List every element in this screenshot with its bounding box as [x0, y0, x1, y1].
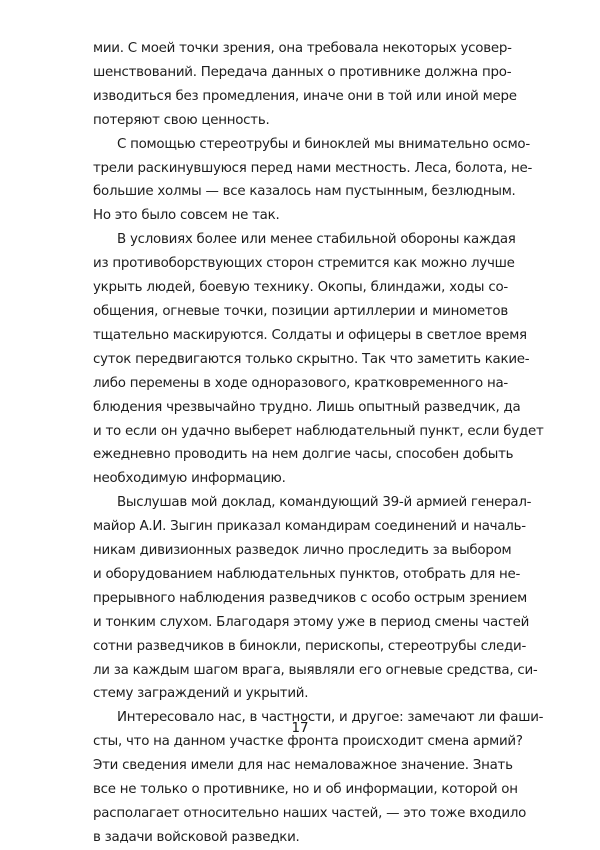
text-line: В условиях более или менее стабильной обороны каждая [117, 232, 516, 248]
paragraph [93, 491, 538, 706]
paragraph [93, 133, 533, 229]
text-line: блюдения чрезвычайно трудно. Лишь опытный разведчик, да [93, 399, 521, 415]
text-line: никам дивизионных разведок лично проследить за выбором [93, 543, 512, 559]
text-line: сотни разведчиков в бинокли, перископы, стереотрубы следи- [93, 638, 527, 654]
text-line: потеряют свою ценность. [93, 112, 270, 128]
text-line: необходимую информацию. [93, 471, 286, 487]
text-line: стему заграждений и укрытий. [93, 686, 309, 702]
text-line: суток передвигаются только скрытно. Так что заметить какие- [93, 351, 530, 367]
text-line: ли за каждым шагом врага, выявляли его огневые средства, си- [93, 662, 538, 678]
text-line: мии. С моей точки зрения, она требовала некоторых усовер- [93, 41, 512, 56]
text-line: Эти сведения имели для нас немаловажное значение. Знать [93, 758, 513, 774]
text-line: и тонким слухом. Благодаря этому уже в период смены частей [93, 614, 530, 630]
text-line: в задачи войсковой разведки. [93, 829, 300, 845]
text-line: Выслушав мой доклад, командующий 39-й армией генерал- [117, 495, 532, 511]
text-line: тщательно маскируются. Солдаты и офицеры в светлое время [93, 327, 527, 343]
paragraph [93, 37, 517, 133]
text-line: С помощью стереотрубы и биноклей мы внимательно осмо- [117, 136, 530, 152]
text-line: сты, что на данном участке фронта происходит смена армий? [93, 734, 523, 750]
text-line: майор А.И. Зыгин приказал командирам соединений и началь- [93, 519, 526, 535]
text-line: большие холмы — все казалось нам пустынным, безлюдным. [93, 184, 516, 200]
text-line: располагает относительно наших частей, — это тоже входило [93, 806, 527, 821]
text-line: ежедневно проводить на нем долгие часы, способен добыть [93, 447, 514, 463]
text-line: и то если он удачно выберет наблюдательный пункт, если будет [93, 423, 544, 439]
text-line: Но это было совсем не так. [93, 208, 280, 224]
text-line: трели раскинувшуюся перед нами местность. Леса, болота, не- [93, 160, 533, 176]
text-line: общения, огневые точки, позиции артиллерии и минометов [93, 303, 508, 319]
text-line: из противоборствующих сторон стремится как можно лучше [93, 256, 515, 272]
text-line: прерывного наблюдения разведчиков с особо острым зрением [93, 590, 527, 606]
text-line: все не только о противнике, но и об информации, которой он [93, 782, 518, 798]
text-line: укрыть людей, боевую технику. Окопы, блиндажи, ходы со- [93, 280, 508, 296]
text-line: Интересовало нас, в частности, и другое: замечают ли фаши- [117, 710, 544, 726]
text-line: либо перемены в ходе одноразового, кратковременного на- [93, 375, 508, 391]
paragraph [93, 228, 544, 491]
page-number: 17 [291, 721, 309, 736]
text-line: и оборудованием наблюдательных пунктов, отобрать для не- [93, 566, 521, 582]
text-line: изводиться без промедления, иначе они в той или иной мере [93, 88, 517, 104]
text-line: шенствований. Передача данных о противнике должна про- [93, 64, 512, 80]
